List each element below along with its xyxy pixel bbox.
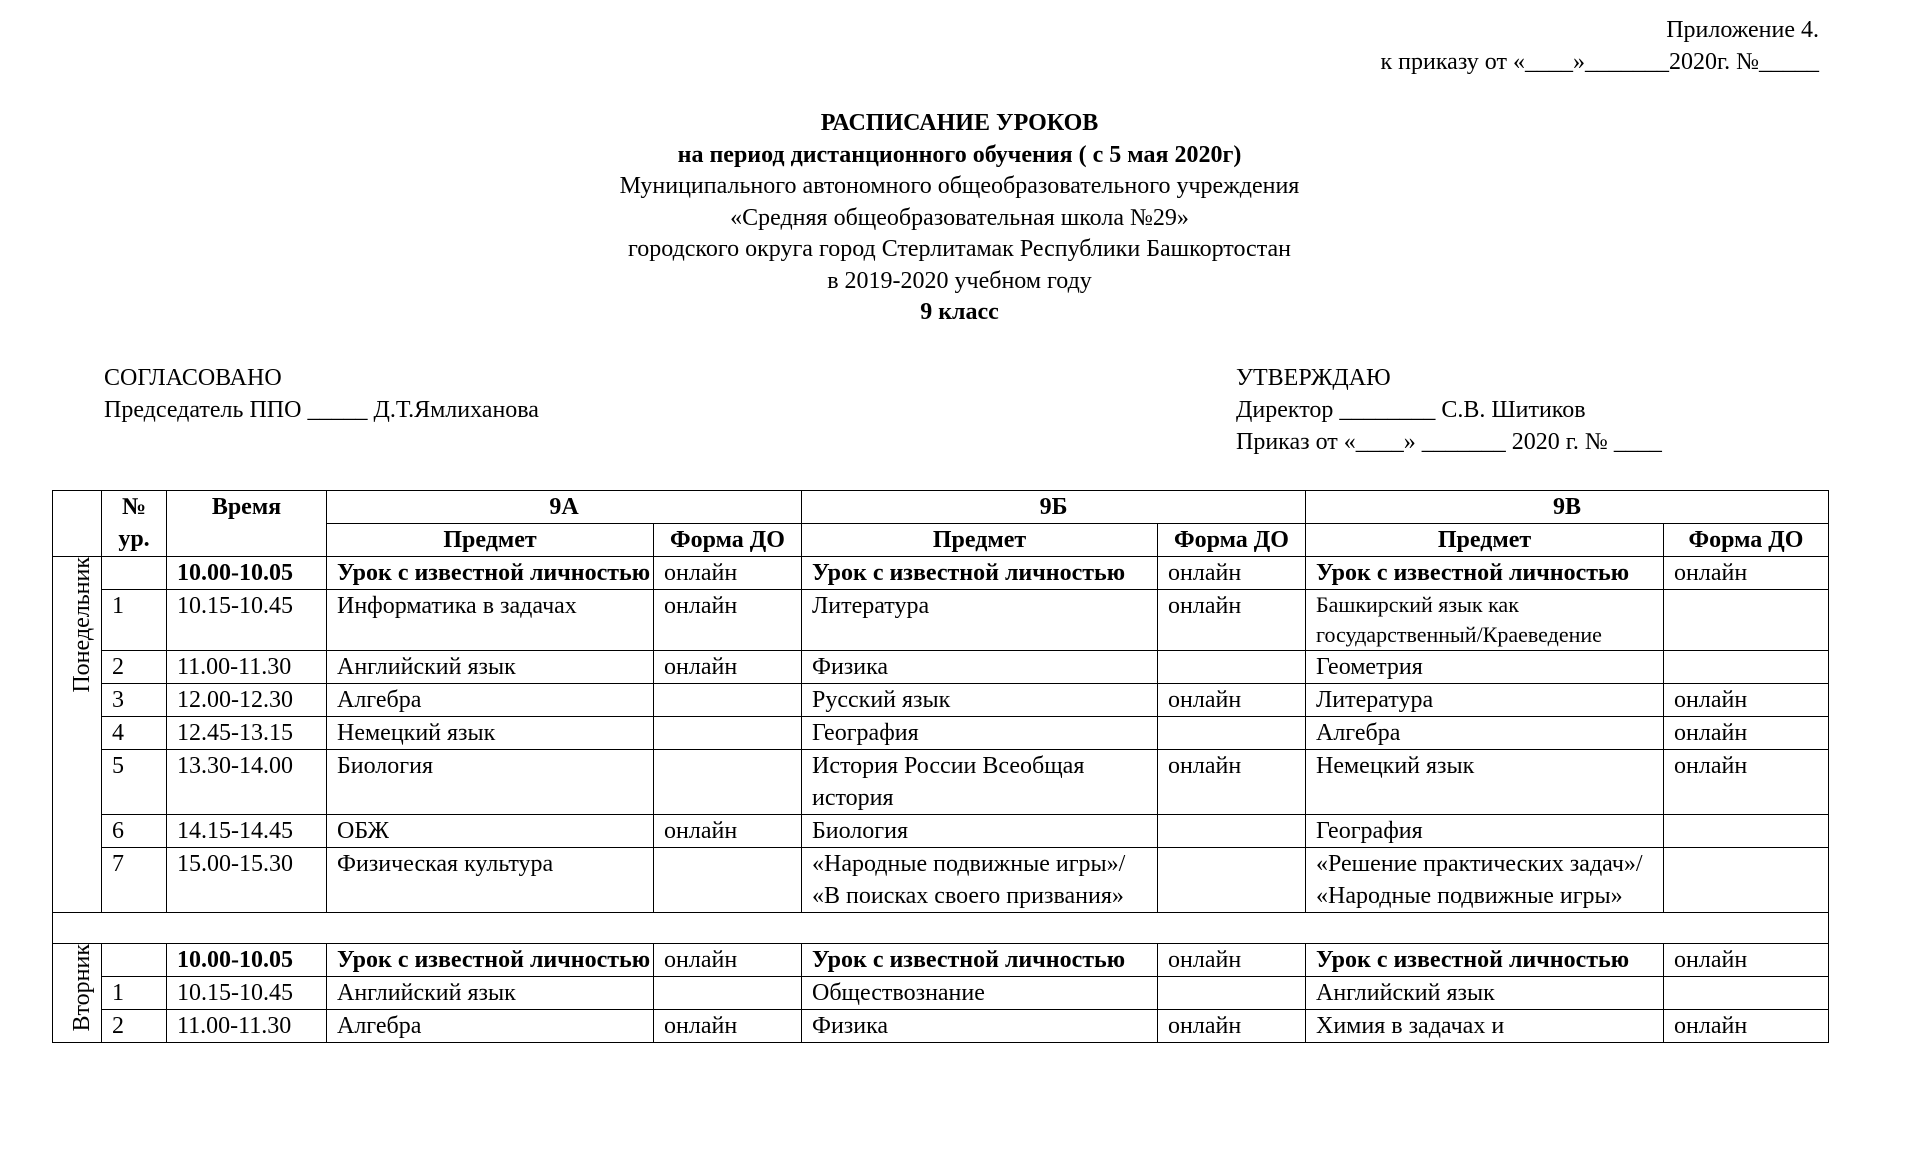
form-9a: онлайн [654,944,802,977]
form-9a [654,717,802,750]
form-9b: онлайн [1158,557,1306,590]
form-9a: онлайн [654,651,802,684]
form-9a [654,750,802,815]
approved-label: УТВЕРЖДАЮ [1236,365,1391,391]
subject-9v: География [1306,815,1664,848]
day-label-monday [53,557,102,913]
header-day-corner [53,491,102,557]
header-subject-9v: Предмет [1306,524,1664,557]
subject-9b: Физика [802,651,1158,684]
header-subject-9b: Предмет [802,524,1158,557]
lesson-time: 11.00-11.30 [167,1010,327,1043]
form-9b [1158,651,1306,684]
subject-9a: Биология [327,750,654,815]
approved-director: Директор ________ С.В. Шитиков [1236,397,1586,423]
period-subtitle: на период дистанционного обучения ( с 5 мая 2020г) [677,141,1242,168]
lesson-time: 13.30-14.00 [167,750,327,815]
subject-9a: Английский язык [327,651,654,684]
agreed-label: СОГЛАСОВАНО [104,365,282,391]
form-9a: онлайн [654,590,802,651]
form-9a: онлайн [654,557,802,590]
form-9b: онлайн [1158,750,1306,815]
subject-9a: Алгебра [327,1010,654,1043]
schedule-table [52,490,1829,1043]
header-class-9a: 9А [327,491,802,524]
form-9v [1664,590,1829,651]
form-9v: онлайн [1664,684,1829,717]
day-name: Понедельник [69,557,95,693]
lesson-number: 6 [102,815,167,848]
form-9b: онлайн [1158,944,1306,977]
appendix-block [1381,14,1819,78]
form-9v [1664,977,1829,1010]
lesson-number: 1 [102,977,167,1010]
appendix-line1: Приложение 4. [1666,17,1819,43]
table-row [53,848,1829,913]
day-name: Вторник [69,944,95,1032]
subject-9a: Урок с известной личностью [327,557,654,590]
subject-9a: ОБЖ [327,815,654,848]
header-class-9b: 9Б [802,491,1306,524]
header-form-9a: Форма ДО [654,524,802,557]
org-line-2: «Средняя общеобразовательная школа №29» [730,204,1189,231]
appendix-line2: к приказу от «____»_______2020г. №_____ [1380,49,1819,75]
subject-9v: Алгебра [1306,717,1664,750]
form-9v: онлайн [1664,557,1829,590]
lesson-time: 10.15-10.45 [167,590,327,651]
subject-9b: «Народные подвижные игры»/ «В поисках своего призвания» [802,848,1158,913]
form-9b: онлайн [1158,684,1306,717]
subject-9a: Английский язык [327,977,654,1010]
lesson-number: 1 [102,590,167,651]
lesson-number: 2 [102,651,167,684]
day-label-tuesday [53,944,102,1043]
school-year: в 2019-2020 учебном году [827,267,1092,294]
subject-9a: Немецкий язык [327,717,654,750]
lesson-time: 10.00-10.05 [167,557,327,590]
form-9v: онлайн [1664,750,1829,815]
grade-label: 9 класс [920,299,999,325]
lesson-number [102,944,167,977]
subject-9v: Урок с известной личностью [1306,557,1664,590]
table-row [53,750,1829,815]
subject-9b: География [802,717,1158,750]
form-9a [654,977,802,1010]
lesson-time: 11.00-11.30 [167,651,327,684]
subject-9v: Английский язык [1306,977,1664,1010]
header-time: Время [167,491,327,557]
lesson-time: 10.15-10.45 [167,977,327,1010]
subject-9v: Химия в задачах и [1306,1010,1664,1043]
table-row [53,651,1829,684]
header-class-9v: 9В [1306,491,1829,524]
lesson-time: 12.45-13.15 [167,717,327,750]
subject-9b: История России Всеобщая история [802,750,1158,815]
table-row [53,717,1829,750]
subject-9a: Физическая культура [327,848,654,913]
subject-9v: «Решение практических задач»/ «Народные подвижные игры» [1306,848,1664,913]
approved-order: Приказ от «____» _______ 2020 г. № ____ [1236,429,1662,455]
form-9b [1158,848,1306,913]
form-9a [654,684,802,717]
lesson-number: 5 [102,750,167,815]
form-9b [1158,977,1306,1010]
subject-9v: Немецкий язык [1306,750,1664,815]
schedule-body [53,557,1829,1043]
form-9b [1158,717,1306,750]
header-lesson-number: № ур. [102,491,167,557]
form-9v [1664,651,1829,684]
subject-9a: Урок с известной личностью [327,944,654,977]
table-row [53,590,1829,651]
form-9a: онлайн [654,815,802,848]
subject-9b: Урок с известной личностью [802,944,1158,977]
day-separator-row [53,913,1829,944]
subject-9v: Геометрия [1306,651,1664,684]
lesson-number: 3 [102,684,167,717]
lesson-time: 12.00-12.30 [167,684,327,717]
form-9b: онлайн [1158,1010,1306,1043]
table-row [53,944,1829,977]
subject-9a: Информатика в задачах [327,590,654,651]
table-row [53,977,1829,1010]
lesson-time: 15.00-15.30 [167,848,327,913]
table-row [53,557,1829,590]
lesson-time: 10.00-10.05 [167,944,327,977]
form-9v [1664,815,1829,848]
form-9b: онлайн [1158,590,1306,651]
subject-9v: Урок с известной личностью [1306,944,1664,977]
form-9v: онлайн [1664,944,1829,977]
header-form-9v: Форма ДО [1664,524,1829,557]
subject-9v: Литература [1306,684,1664,717]
org-line-3: городского округа город Стерлитамак Республики Башкортостан [628,236,1291,262]
form-9v: онлайн [1664,717,1829,750]
approved-block [1236,362,1662,458]
form-9v: онлайн [1664,1010,1829,1043]
table-row [53,815,1829,848]
subject-9a: Алгебра [327,684,654,717]
subject-9b: Русский язык [802,684,1158,717]
lesson-time: 14.15-14.45 [167,815,327,848]
agreed-signatory: Председатель ППО _____ Д.Т.Ямлиханова [104,397,539,423]
form-9b [1158,815,1306,848]
subject-9b: Физика [802,1010,1158,1043]
table-row [53,684,1829,717]
lesson-number: 4 [102,717,167,750]
document-header [0,108,1919,329]
page-title: РАСПИСАНИЕ УРОКОВ [820,110,1099,136]
subject-9b: Биология [802,815,1158,848]
table-row [53,1010,1829,1043]
header-subject-9a: Предмет [327,524,654,557]
form-9v [1664,848,1829,913]
agreed-block [104,362,539,426]
lesson-number: 7 [102,848,167,913]
subject-9b: Урок с известной личностью [802,557,1158,590]
day-separator [53,913,1829,944]
form-9a [654,848,802,913]
form-9a: онлайн [654,1010,802,1043]
org-line-1: Муниципального автономного общеобразовательного учреждения [619,173,1300,199]
lesson-number [102,557,167,590]
header-form-9b: Форма ДО [1158,524,1306,557]
subject-9b: Обществознание [802,977,1158,1010]
header-row-1 [53,491,1829,524]
lesson-number: 2 [102,1010,167,1043]
subject-9b: Литература [802,590,1158,651]
subject-9v: Башкирский язык как государственный/Краеведение [1306,590,1664,651]
